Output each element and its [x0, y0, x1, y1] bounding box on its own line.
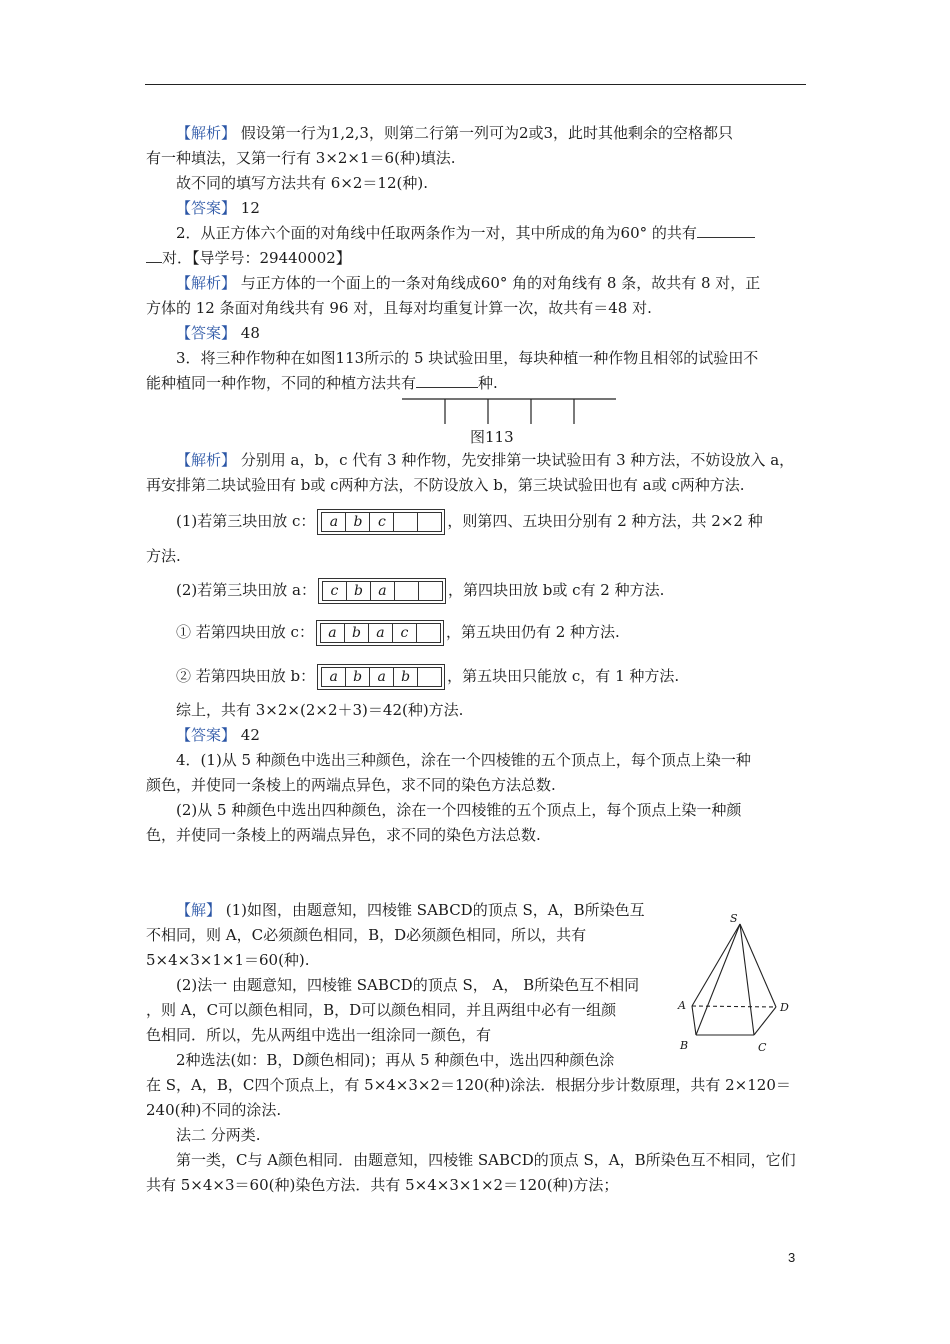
q4-solution-line-6: 色相同．所以，先从两组中选出一组涂同一颜色，有: [146, 1026, 492, 1044]
q4-solution-line-5: ，则 A，C可以颜色相同，B，D可以颜色相同，并且两组中必有一组颜: [146, 1001, 617, 1019]
q4-part1-line-1: 4．(1)从 5 种颜色中选出三种颜色，涂在一个四棱锥的五个顶点上，每个顶点上染一种: [176, 751, 751, 769]
vertex-label-a: A: [678, 999, 686, 1012]
cell: [417, 667, 442, 687]
q3-case-4: ② 若第四块田放 b： a b a b ，第五块田只能放 c，有 1 种方法.: [176, 664, 679, 686]
cell: a: [321, 667, 346, 687]
q3-case-2: (2)若第三块田放 a： c b a ，第四块田放 b或 c有 2 种方法.: [176, 578, 664, 600]
cell: [418, 581, 443, 601]
vertex-label-c: C: [758, 1041, 767, 1054]
cell: [417, 512, 442, 532]
q4-solution-line-11: 第一类，C与 A颜色相同．由题意知，四棱锥 SABCD的顶点 S，A，B所染色互不相同，它们: [176, 1151, 796, 1169]
cell: a: [321, 512, 346, 532]
analysis-tag: 【解析】: [176, 274, 237, 292]
cell: b: [346, 581, 371, 601]
cell-row: [317, 509, 445, 535]
vertex-label-b: B: [680, 1039, 689, 1052]
edge-ad-hidden: [692, 1006, 776, 1007]
edge-ab: [692, 1006, 696, 1035]
q4-solution-line-12: 共有 5×4×3＝60(种)染色方法．共有 5×4×3×1×2＝120(种)方法；: [146, 1176, 619, 1194]
cell-row: [317, 664, 445, 690]
q4-solution-line-3: 5×4×3×1×1＝60(种).: [146, 951, 310, 969]
q3-case-1: (1)若第三块田放 c： a b c ，则第四、五块田分别有 2 种方法，共 2×2 种: [176, 509, 763, 531]
cell: c: [392, 623, 417, 643]
q1-analysis-line-3: 故不同的填写方法共有 6×2＝12(种).: [176, 174, 428, 192]
edge-cd: [754, 1007, 776, 1035]
q4-part2-line-2: 色，并使同一条棱上的两端点异色，求不同的染色方法总数.: [146, 826, 541, 844]
figure-caption: 图113: [470, 428, 514, 446]
q3-case-3: ① 若第四块田放 c： a b a c ，第五块田仍有 2 种方法.: [176, 620, 620, 642]
q3-stem-line-1: 3．将三种作物种在如图113所示的 5 块试验田里，每块种植一种作物且相邻的试验田不: [176, 349, 759, 367]
q4-solution-line-1: 【解】 (1)如图，由题意知，四棱锥 SABCD的顶点 S，A，B所染色互: [176, 901, 645, 919]
q4-solution-line-2: 不相同，则 A，C必须颜色相同，B，D必须颜色相同，所以，共有: [146, 926, 587, 944]
pyramid-figure: [672, 910, 800, 1060]
q1-analysis-line-2: 有一种填法，又第一行有 3×2×1＝6(种)填法.: [146, 149, 456, 167]
answer-tag: 【答案】: [176, 726, 237, 744]
analysis-tag: 【解析】: [176, 451, 237, 469]
q3-analysis-line-1: 【解析】 分别用 a，b，c 代有 3 种作物，先安排第一块试验田有 3 种方法，不妨设放入 a，: [176, 451, 795, 469]
cell: a: [370, 581, 395, 601]
cell: b: [345, 667, 370, 687]
cell: [393, 512, 418, 532]
q3-case-1-tail: 方法.: [146, 547, 181, 565]
q3-answer: 【答案】 42: [176, 726, 260, 744]
q2-analysis-line-2: 方体的 12 条面对角线共有 96 对，且每对均重复计算一次，故共有＝48 对.: [146, 299, 652, 317]
q4-solution-line-8: 在 S，A，B，C四个顶点上，有 5×4×3×2＝120(种)涂法．根据分步计数原理，共有 2×120＝: [146, 1076, 791, 1094]
cell: [416, 623, 441, 643]
figure-113-fields: [402, 396, 616, 426]
cell: b: [345, 512, 370, 532]
cell: b: [344, 623, 369, 643]
vertex-label-d: D: [780, 1001, 789, 1014]
answer-blank: [697, 223, 755, 238]
cell: a: [368, 623, 393, 643]
cell: c: [369, 512, 394, 532]
q1-answer: 【答案】 12: [176, 199, 260, 217]
edge-sa: [692, 924, 740, 1006]
answer-blank: [416, 373, 478, 388]
edge-sb: [696, 924, 740, 1035]
q3-summary: 综上，共有 3×2×(2×2＋3)＝42(种)方法.: [176, 701, 464, 719]
q4-solution-line-7: 2种选法(如：B，D颜色相同)；再从 5 种颜色中，选出四种颜色涂: [176, 1051, 615, 1069]
q3-analysis-line-2: 再安排第二块试验田有 b或 c两种方法，不防设放入 b，第三块试验田也有 a或 c两种方法.: [146, 476, 745, 494]
answer-tag: 【答案】: [176, 199, 237, 217]
q4-part1-line-2: 颜色，并使同一条棱上的两端点异色，求不同的染色方法总数.: [146, 776, 556, 794]
analysis-tag: 【解析】: [176, 124, 237, 142]
cell: a: [320, 623, 345, 643]
cell-row: [318, 578, 446, 604]
q4-solution-line-10: 法二 分两类.: [176, 1126, 261, 1144]
q2-answer: 【答案】 48: [176, 324, 260, 342]
page-number: 3: [788, 1250, 796, 1265]
solution-tag: 【解】: [176, 901, 222, 919]
vertex-label-s: S: [730, 912, 738, 925]
cell: c: [322, 581, 347, 601]
header-rule: [145, 84, 806, 85]
answer-blank: [146, 248, 162, 263]
q2-analysis-line-1: 【解析】 与正方体的一个面上的一条对角线成60° 角的对角线有 8 条，故共有 8 对，正: [176, 274, 761, 292]
q3-stem-line-2: 能种植同一种作物，不同的种植方法共有 种.: [146, 374, 498, 392]
q4-part2-line-1: (2)从 5 种颜色中选出四种颜色，涂在一个四棱锥的五个顶点上，每个顶点上染一种颜: [176, 801, 742, 819]
answer-tag: 【答案】: [176, 324, 237, 342]
q4-solution-line-4: (2)法一 由题意知，四棱锥 SABCD的顶点 S， A， B所染色互不相同: [176, 976, 640, 994]
q4-solution-line-9: 240(种)不同的涂法.: [146, 1101, 282, 1119]
cell: b: [393, 667, 418, 687]
q1-analysis-line-1: 【解析】 假设第一行为1,2,3，则第二行第一列可为2或3，此时其他剩余的空格都只: [176, 124, 734, 142]
cell-row: [316, 620, 444, 646]
cell: a: [369, 667, 394, 687]
q2-stem-line-1: 2．从正方体六个面的对角线中任取两条作为一对，其中所成的角为60° 的共有: [176, 222, 755, 244]
cell: [394, 581, 419, 601]
q2-stem-line-2: 对．【导学号：29440002】: [146, 247, 351, 269]
